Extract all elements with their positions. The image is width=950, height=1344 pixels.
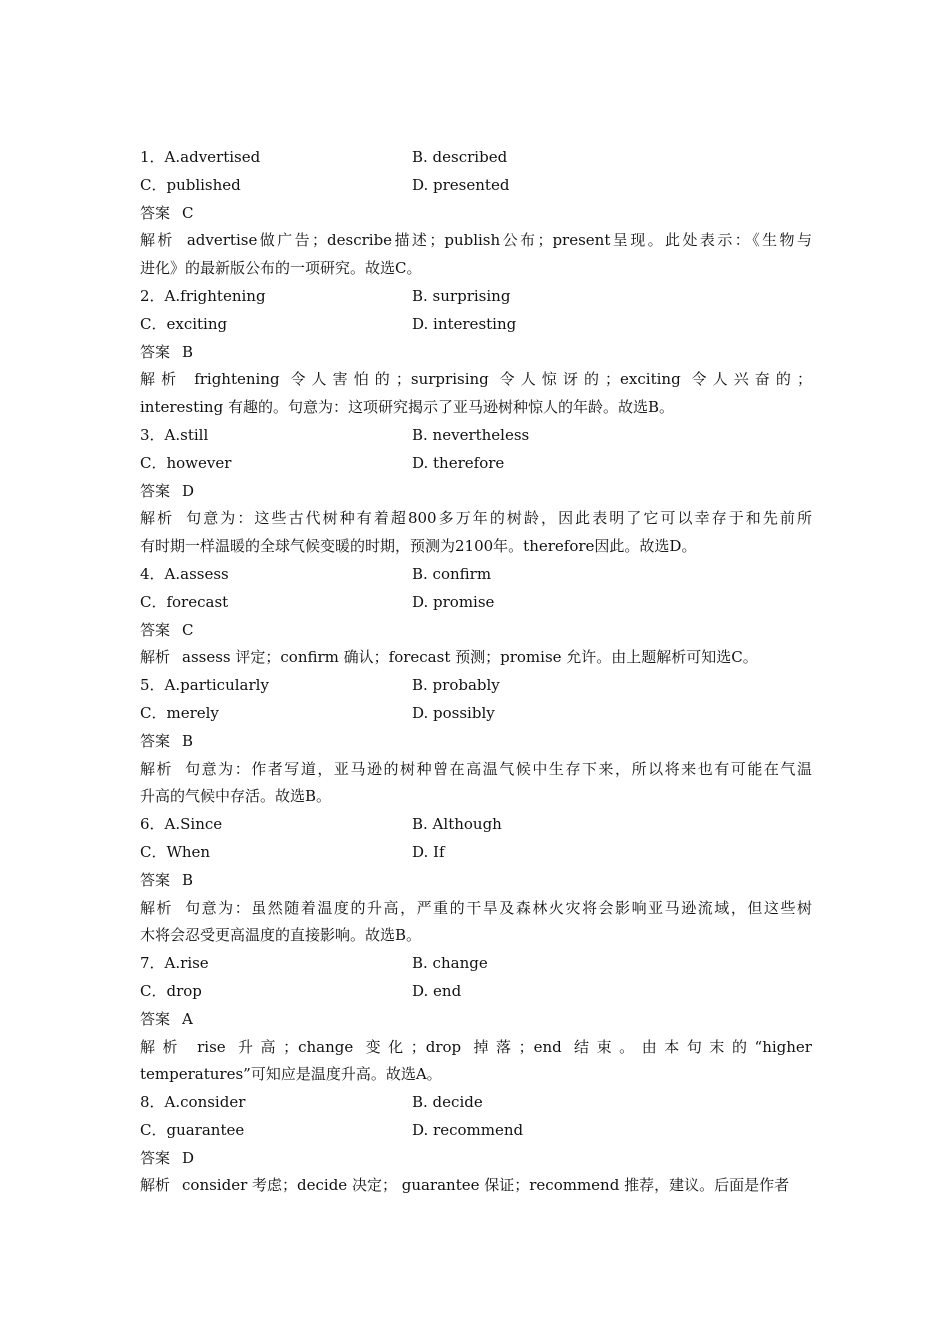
analysis-text: 句意为：虽然随着温度的升高，严重的干旱及森林火灾将会影响亚马逊流域，但这些树 <box>185 898 812 917</box>
analysis-label: 解析 <box>140 898 174 917</box>
option-b: B. confirm <box>412 564 492 583</box>
answer-value: B <box>182 342 194 361</box>
analysis-text: 句意为：这些古代树种有着超800多万年的树龄，因此表明了它可以幸存于和先前所 <box>186 509 812 528</box>
option-b: B. nevertheless <box>412 425 530 444</box>
option-d: D. promise <box>412 592 495 611</box>
option-a: 3．A.still <box>140 425 209 444</box>
option-b: B. change <box>412 954 488 973</box>
answer-row <box>140 728 812 756</box>
answer-row <box>140 1145 812 1173</box>
answer-row <box>140 867 812 895</box>
option-b: B. decide <box>412 1093 483 1112</box>
option-d: D. interesting <box>412 314 517 333</box>
analysis-text: 升高的气候中存活。故选B。 <box>140 787 332 806</box>
option-row <box>140 811 812 839</box>
answer-label: 答案 <box>140 620 171 639</box>
answer-label: 答案 <box>140 870 171 889</box>
analysis-line <box>140 1034 812 1062</box>
option-row <box>140 422 812 450</box>
option-row <box>140 283 812 311</box>
option-a: 4．A.assess <box>140 564 229 583</box>
analysis-text: 句意为：作者写道，亚马逊的树种曾在高温气候中生存下来，所以将来也有可能在气温 <box>185 759 812 778</box>
option-d: D. recommend <box>412 1120 524 1139</box>
option-row <box>140 144 812 172</box>
option-a: 1．A.advertised <box>140 148 261 166</box>
option-row <box>140 978 812 1006</box>
analysis-line <box>140 505 812 533</box>
analysis-label: 解析 <box>140 370 183 389</box>
analysis-text: consider 考虑；decide 决定； guarantee 保证；recommend 推荐，建议。后面是作者 <box>182 1176 790 1195</box>
analysis-line <box>140 1172 812 1200</box>
option-row <box>140 589 812 617</box>
analysis-label: 解析 <box>140 231 175 250</box>
option-a: 6．A.Since <box>140 815 223 834</box>
option-a: 5．A.particularly <box>140 676 269 695</box>
analysis-text: rise 升高；change 变化；drop 掉落；end 结束。由本句末的“higher <box>197 1037 812 1056</box>
option-d: D. presented <box>412 175 510 194</box>
analysis-label: 解析 <box>140 1037 186 1056</box>
analysis-text: assess 评定；confirm 确认；forecast 预测；promise 允许。由上题解析可知选C。 <box>182 648 758 667</box>
answer-value: B <box>182 731 194 750</box>
option-a: 2．A.frightening <box>140 286 266 305</box>
analysis-line <box>140 922 812 950</box>
option-row <box>140 311 812 339</box>
answer-row <box>140 1006 812 1034</box>
analysis-text: temperatures”可知应是温度升高。故选A。 <box>140 1065 442 1084</box>
option-a: 7．A.rise <box>140 954 209 973</box>
analysis-line <box>140 366 812 394</box>
analysis-text: interesting 有趣的。句意为：这项研究揭示了亚马逊树种惊人的年龄。故选B。 <box>140 398 674 417</box>
option-c: C．exciting <box>140 314 228 333</box>
document-body <box>140 144 812 1200</box>
answer-value: A <box>182 1009 193 1028</box>
analysis-label: 解析 <box>140 509 175 528</box>
option-b: B. surprising <box>412 286 511 305</box>
analysis-line <box>140 533 812 561</box>
option-a: 8．A.consider <box>140 1093 246 1112</box>
answer-label: 答案 <box>140 342 171 361</box>
analysis-text: 木将会忍受更高温度的直接影响。故选B。 <box>140 926 422 945</box>
analysis-line <box>140 895 812 923</box>
option-c: C．forecast <box>140 592 229 611</box>
option-row <box>140 839 812 867</box>
analysis-line <box>140 255 812 283</box>
answer-value: C <box>182 620 194 639</box>
answer-value: D <box>182 481 195 500</box>
option-c: C．however <box>140 453 232 472</box>
option-c: C．published <box>140 175 241 194</box>
analysis-text: 有时期一样温暖的全球气候变暖的时期，预测为2100年。therefore因此。故选D。 <box>140 537 697 556</box>
analysis-line <box>140 227 812 255</box>
answer-row <box>140 478 812 506</box>
answer-value: D <box>182 1148 195 1167</box>
option-d: D. If <box>412 842 445 861</box>
analysis-line <box>140 756 812 784</box>
option-c: C．drop <box>140 981 202 1000</box>
analysis-line <box>140 644 812 672</box>
option-d: D. end <box>412 981 462 1000</box>
answer-row <box>140 617 812 645</box>
option-b: B. described <box>412 148 508 166</box>
option-c: C．guarantee <box>140 1120 245 1139</box>
answer-row <box>140 200 812 228</box>
answer-label: 答案 <box>140 1009 171 1028</box>
answer-value: C <box>182 203 194 222</box>
answer-label: 答案 <box>140 203 171 222</box>
option-row <box>140 950 812 978</box>
analysis-text: advertise做广告；describe描述；publish公布；present呈现。此处表示：《生物与 <box>186 231 812 250</box>
option-row <box>140 561 812 589</box>
analysis-text: 进化》的最新版公布的一项研究。故选C。 <box>140 259 422 278</box>
option-row <box>140 1117 812 1145</box>
analysis-line <box>140 394 812 422</box>
analysis-label: 解析 <box>140 648 171 667</box>
option-c: C．When <box>140 842 211 861</box>
option-row <box>140 672 812 700</box>
answer-label: 答案 <box>140 1148 171 1167</box>
answer-label: 答案 <box>140 731 171 750</box>
option-b: B. Although <box>412 815 502 834</box>
analysis-label: 解析 <box>140 759 174 778</box>
answer-value: B <box>182 870 194 889</box>
option-row <box>140 172 812 200</box>
analysis-label: 解析 <box>140 1176 171 1195</box>
option-row <box>140 450 812 478</box>
option-b: B. probably <box>412 676 500 695</box>
answer-label: 答案 <box>140 481 171 500</box>
option-row <box>140 700 812 728</box>
option-row <box>140 1089 812 1117</box>
option-c: C．merely <box>140 703 219 722</box>
option-d: D. therefore <box>412 453 505 472</box>
analysis-line <box>140 1061 812 1089</box>
analysis-text: frightening 令人害怕的；surprising 令人惊讶的；exciting 令人兴奋的； <box>194 370 812 389</box>
answer-row <box>140 339 812 367</box>
analysis-line <box>140 783 812 811</box>
option-d: D. possibly <box>412 703 495 722</box>
